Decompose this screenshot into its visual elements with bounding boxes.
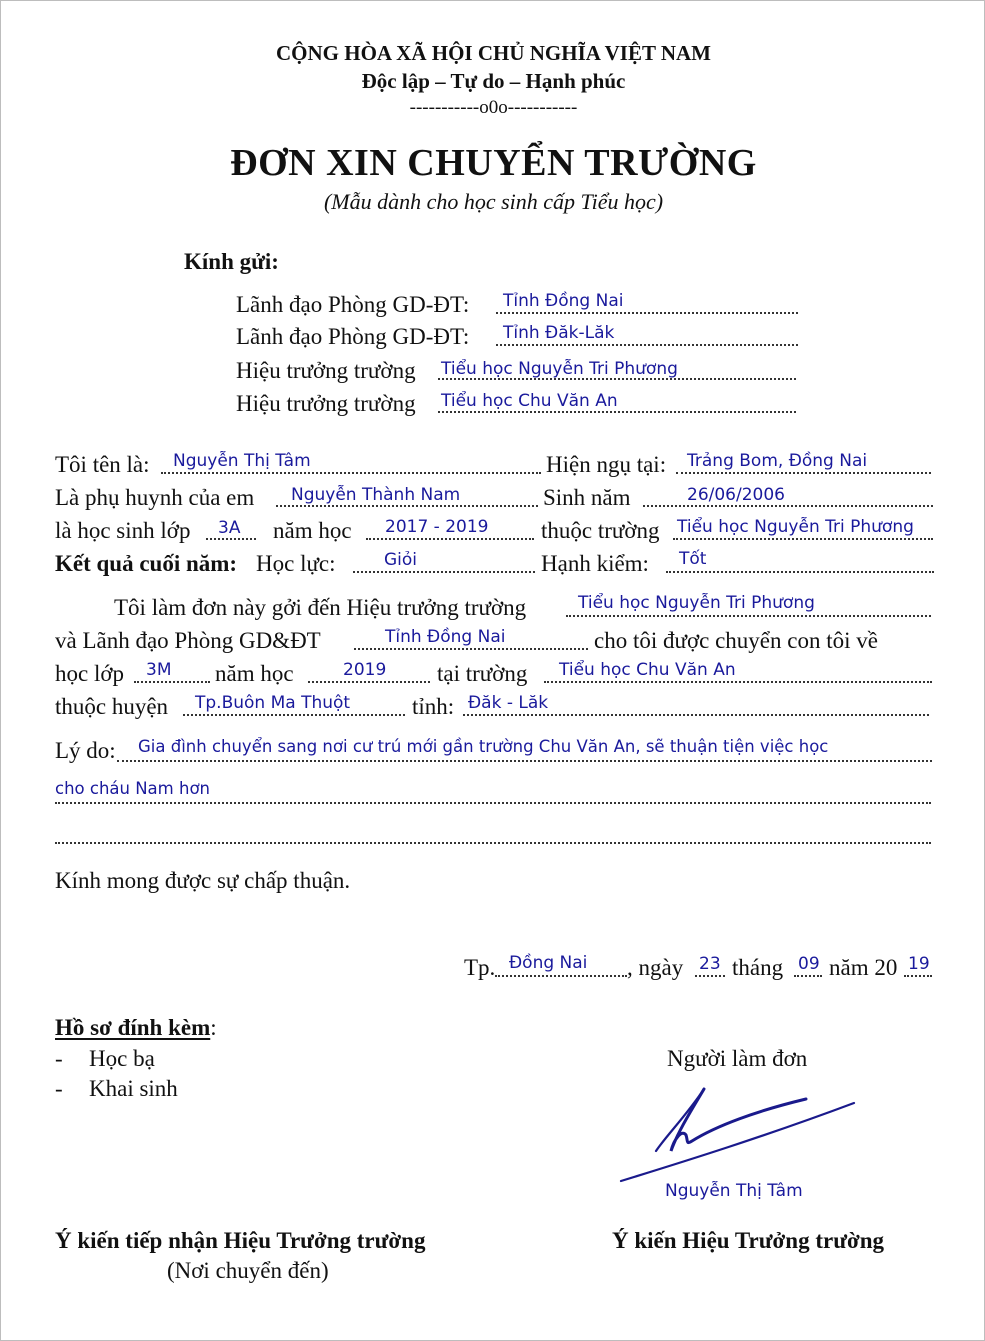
recipient-4-dotline [438,411,796,413]
dept-label: và Lãnh đạo Phòng GD&ĐT [55,628,321,653]
name-dotline [161,472,541,474]
district-label: thuộc huyện [55,694,169,719]
applicant-residence[interactable]: Trảng Bom, Đồng Nai [687,451,868,471]
school-label: thuộc trường [541,518,660,543]
residence-dotline [676,472,931,474]
date-year-dotline [904,975,932,977]
province-dotline [463,714,929,716]
name-label: Tôi tên là: [55,452,150,477]
signer-name: Nguyễn Thị Tâm [665,1181,803,1201]
national-motto: Độc lập – Tự do – Hạnh phúc [361,69,626,93]
date-year-label: năm 20 [829,955,898,980]
school-dotline [673,538,933,540]
attachments-heading [55,1015,217,1041]
school-year-label: năm học [273,518,352,543]
current-school[interactable]: Tiểu học Nguyễn Tri Phương [677,517,914,537]
closing-text: Kính mong được sự chấp thuận. [55,868,351,893]
recipient-3-value[interactable]: Tiểu học Nguyễn Tri Phương [441,359,678,379]
district-value[interactable]: Tp.Buôn Ma Thuột [195,693,351,713]
class-label: là học sinh lớp [55,518,191,543]
birth-date[interactable]: 26/06/2006 [687,485,785,505]
request-intro: Tôi làm đơn này gởi đến Hiệu trưởng trường [114,595,527,620]
attachment-item-1: Học bạ [89,1046,155,1071]
attachment-item-2: Khai sinh [89,1076,178,1101]
province-value[interactable]: Đăk - Lăk [468,693,549,713]
date-month-label: tháng [732,955,784,980]
date-month-dotline [794,975,822,977]
reason-line-2[interactable]: cho cháu Nam hơn [55,779,210,798]
recipient-2-dotline [496,344,798,346]
document-subtitle: (Mẫu dành cho học sinh cấp Tiểu học) [323,189,664,214]
new-class-dotline [134,681,210,683]
new-class[interactable]: 3M [146,660,172,680]
signer-label: Người làm đơn [667,1046,808,1071]
date-city-dotline [495,975,627,977]
recipient-3-label: Hiệu trưởng trường [236,358,416,383]
birth-label: Sinh năm [543,485,631,510]
dept-dotline [354,648,588,650]
reason-dotline-1 [117,760,932,762]
date-day[interactable]: 23 [699,954,721,974]
academic-result[interactable]: Giỏi [384,550,418,570]
academic-dotline [353,571,535,573]
reason-dotline-3 [55,842,931,844]
conduct-label: Hạnh kiểm: [541,551,649,576]
new-year-dotline [308,681,430,683]
academic-label: Học lực: [256,551,336,576]
birth-dotline [643,505,933,507]
receiving-principal-opinion: Ý kiến tiếp nhận Hiệu Trưởng trường [55,1228,426,1253]
parent-of-label: Là phụ huynh của em [55,485,255,510]
date-city[interactable]: Đồng Nai [509,953,588,973]
dept-value[interactable]: Tỉnh Đồng Nai [385,627,506,647]
child-name[interactable]: Nguyễn Thành Nam [291,485,461,505]
reason-dotline-2 [55,802,931,804]
child-dotline [276,505,538,507]
to-school[interactable]: Tiểu học Chu Văn An [559,660,736,680]
recipient-2-value[interactable]: Tỉnh Đăk-Lăk [503,323,615,343]
date-month[interactable]: 09 [798,954,820,974]
attachment-bullet-1: - [55,1046,63,1071]
district-dotline [183,714,405,716]
school-year[interactable]: 2017 - 2019 [385,517,489,537]
results-label: Kết quả cuối năm: [55,551,238,576]
recipient-1-label: Lãnh đạo Phòng GD-ĐT: [236,292,470,317]
recipient-4-value[interactable]: Tiểu học Chu Văn An [441,391,618,411]
attachment-bullet-2: - [55,1076,63,1101]
current-class[interactable]: 3A [218,518,241,538]
reason-line-1[interactable]: Gia đình chuyển sang nơi cư trú mới gần trường Chu Văn An, sẽ thuận tiện việc học [138,737,829,756]
date-year[interactable]: 19 [908,954,930,974]
recipient-1-value[interactable]: Tỉnh Đồng Nai [503,291,624,311]
to-school-label: tại trường [437,661,528,686]
province-label: tỉnh: [412,694,455,719]
new-year-label: năm học [215,661,294,686]
school-year-dotline [366,538,534,540]
receiving-principal-note: (Nơi chuyển đến) [167,1258,329,1283]
new-year[interactable]: 2019 [343,660,387,680]
from-school-dotline [566,615,931,617]
date-day-label: , ngày [627,955,684,980]
reason-label: Lý do: [55,738,116,763]
conduct-dotline [666,571,934,573]
recipient-4-label: Hiệu trưởng trường [236,391,416,416]
document-title: ĐƠN XIN CHUYỂN TRƯỜNG [230,142,757,184]
new-class-label: học lớp [55,661,125,686]
recipient-1-dotline [496,312,798,314]
date-day-dotline [695,975,725,977]
to-school-dotline [544,681,932,683]
conduct-result[interactable]: Tốt [679,549,707,569]
recipients-label: Kính gửi: [184,249,279,274]
attachments-colon: : [210,1015,217,1040]
date-city-prefix: Tp. [464,955,496,980]
residence-label: Hiện ngụ tại: [546,452,667,477]
national-title: CỘNG HÒA XÃ HỘI CHỦ NGHĨA VIỆT NAM [275,41,712,65]
header-separator: -----------o0o----------- [409,97,578,118]
applicant-name[interactable]: Nguyễn Thị Tâm [173,451,311,471]
transfer-text: cho tôi được chuyển con tôi về [594,628,878,653]
signature-scribble-icon [616,1081,866,1191]
class-dotline [206,538,256,540]
recipient-2-label: Lãnh đạo Phòng GD-ĐT: [236,324,470,349]
attachments-label: Hồ sơ đính kèm [55,1015,211,1040]
current-principal-opinion: Ý kiến Hiệu Trưởng trường [612,1228,885,1253]
from-school[interactable]: Tiểu học Nguyễn Tri Phương [578,593,815,613]
